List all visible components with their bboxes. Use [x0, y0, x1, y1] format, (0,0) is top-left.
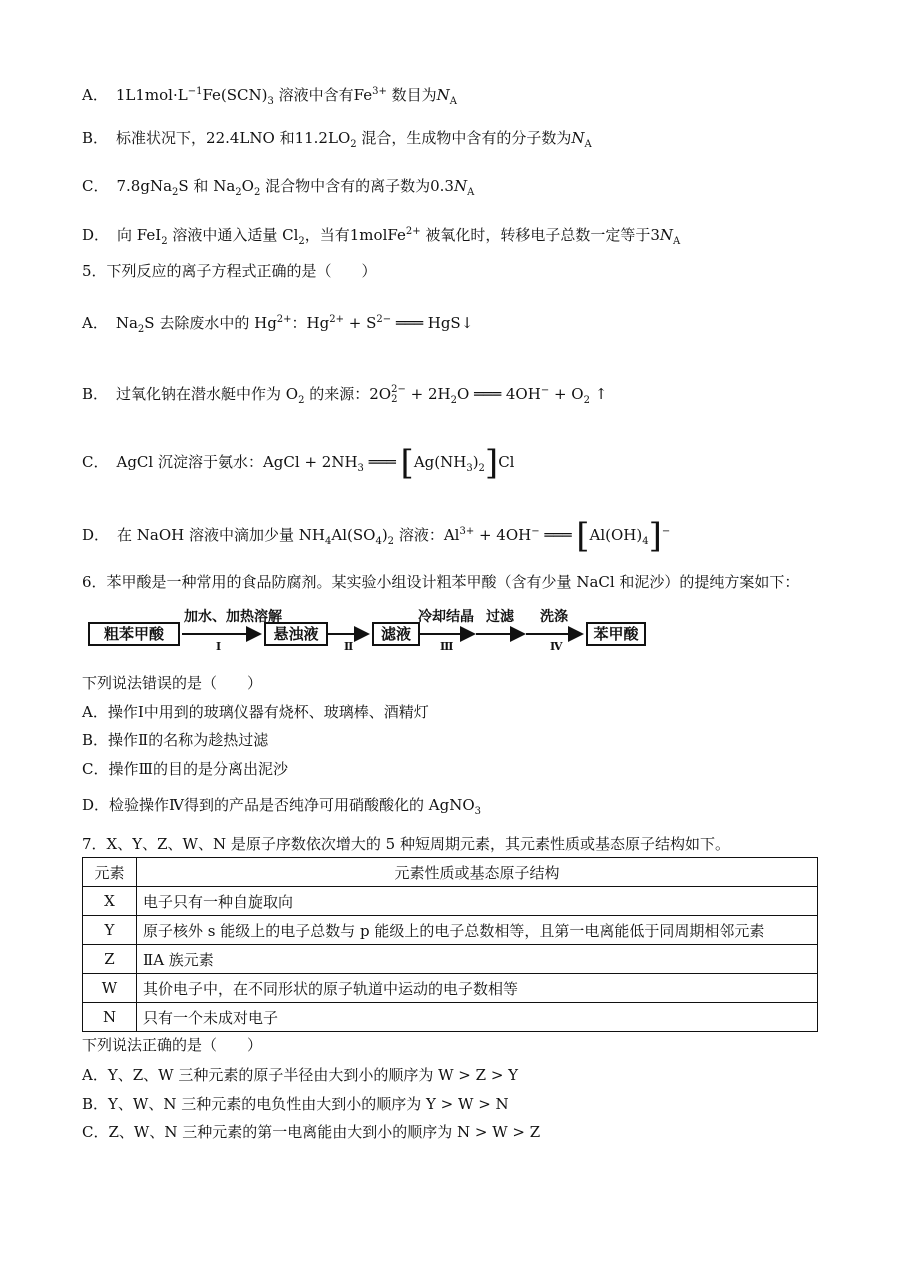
table-cell-element: Y [83, 916, 137, 945]
q4-option-a: A． $1L1mol\cdot L^{-1}Fe(SCN)_3$ 溶液中含有$Fe^{3+}$ 数目为$N_A$ [82, 86, 457, 107]
q7-option-a: A．Y、Z、W 三种元素的原子半径由大到小的顺序为 W > Z > Y [82, 1066, 519, 1084]
q4-option-c: C． 7.8gNa$_2$S 和 $Na_2O_2$ 混合物中含有的离子数为$0.3N_A$ [82, 177, 475, 198]
q6-option-a: A．操作Ⅰ中用到的玻璃仪器有烧杯、玻璃棒、酒精灯 [82, 703, 429, 721]
table-cell-element: X [83, 887, 137, 916]
table-row [83, 887, 818, 916]
table-cell-element: W [83, 974, 137, 1003]
q4-option-b: B． 标准状况下，22.4LNO 和$11.2LO_2$ 混合，生成物中含有的分子数为$N_A$ [82, 129, 592, 150]
table-cell-property: 其价电子中，在不同形状的原子轨道中运动的电子数相等 [137, 974, 818, 1003]
flow-step2-number: Ⅱ [344, 640, 354, 653]
q5-stem: 5．下列反应的离子方程式正确的是（ ） [82, 262, 377, 280]
flow-step1-label: 加水、加热溶解 [184, 609, 282, 625]
table-cell-element: Z [83, 945, 137, 974]
flow-step3-label: 冷却结晶 [418, 609, 474, 625]
q5-option-d: D． 在 NaOH 溶液中滴加少量 $NH_4Al(SO_4)_2$ 溶液：$Al^{3+} + 4OH^-$ ═══ $[Al(OH)_4]^-$ [82, 516, 671, 556]
flow-box-suspension: 悬浊液 [264, 622, 328, 646]
q4-option-d: D． 向 FeI$_2$ 溶液中通入适量 $Cl_2$，当有1molFe$^{2+}$ 被氧化时，转移电子总数一定等于$3N_A$ [82, 226, 681, 247]
table-row [83, 974, 818, 1003]
table-cell-property: 只有一个未成对电子 [137, 1003, 818, 1032]
purification-flow-diagram [88, 609, 648, 656]
element-properties-table [82, 857, 818, 1032]
flow-step4-label: 过滤 [486, 609, 514, 625]
flow-box-filtrate: 滤液 [372, 622, 420, 646]
flow-step3-number: Ⅲ [440, 640, 454, 653]
q7-stem: 7．X、Y、Z、W、N 是原子序数依次增大的 5 种短周期元素，其元素性质或基态原子结构如下。 [82, 835, 730, 853]
q6-option-c: C．操作Ⅲ的目的是分离出泥沙 [82, 760, 288, 778]
q6-option-d: D．检验操作Ⅳ得到的产品是否纯净可用硝酸酸化的 AgNO$_3$ [82, 796, 482, 817]
table-header-property: 元素性质或基态原子结构 [137, 858, 818, 887]
table-header-element: 元素 [83, 858, 137, 887]
table-row [83, 1003, 818, 1032]
q6-stem: 6．苯甲酸是一种常用的食品防腐剂。某实验小组设计粗苯甲酸（含有少量 NaCl 和泥沙）的提纯方案如下： [82, 573, 800, 591]
q7-option-b: B．Y、W、N 三种元素的电负性由大到小的顺序为 Y > W > N [82, 1095, 509, 1113]
table-row [83, 945, 818, 974]
q5-option-b: B． 过氧化钠在潜水艇中作为 $O_2$ 的来源：2O 2− 2 + $2H_2O$ ═══ $4OH^- + O_2$ ↑ [82, 384, 608, 406]
q7-option-c: C．Z、W、N 三种元素的第一电离能由大到小的顺序为 N > W > Z [82, 1123, 541, 1141]
table-header-row [83, 858, 818, 887]
q5-option-a: A． $Na_2S$ 去除废水中的 $Hg^{2+}$：$Hg^{2+} + S^{2-}$ ═══ HgS↓ [82, 314, 474, 335]
flow-step1-number: Ⅰ [216, 640, 222, 653]
table-cell-property: 电子只有一种自旋取向 [137, 887, 818, 916]
flow-box-benzoic-acid: 苯甲酸 [586, 622, 646, 646]
q6-question: 下列说法错误的是（ ） [82, 674, 263, 692]
q5-option-c: C． AgCl 沉淀溶于氨水：AgCl + $2NH_3$ ═══ $[Ag(NH_3)_2]Cl$ [82, 443, 515, 483]
table-cell-property: 原子核外 s 能级上的电子总数与 p 能级上的电子总数相等，且第一电离能低于同周期相邻元素 [137, 916, 818, 945]
flow-step5-label: 洗涤 [540, 609, 568, 625]
table-cell-property: ⅡA 族元素 [137, 945, 818, 974]
flow-box-crude-benzoic-acid: 粗苯甲酸 [88, 622, 180, 646]
q6-option-b: B．操作Ⅱ的名称为趁热过滤 [82, 731, 269, 749]
table-cell-element: N [83, 1003, 137, 1032]
flow-step5-number: Ⅳ [550, 640, 563, 653]
table-row [83, 916, 818, 945]
q7-question: 下列说法正确的是（ ） [82, 1036, 263, 1054]
